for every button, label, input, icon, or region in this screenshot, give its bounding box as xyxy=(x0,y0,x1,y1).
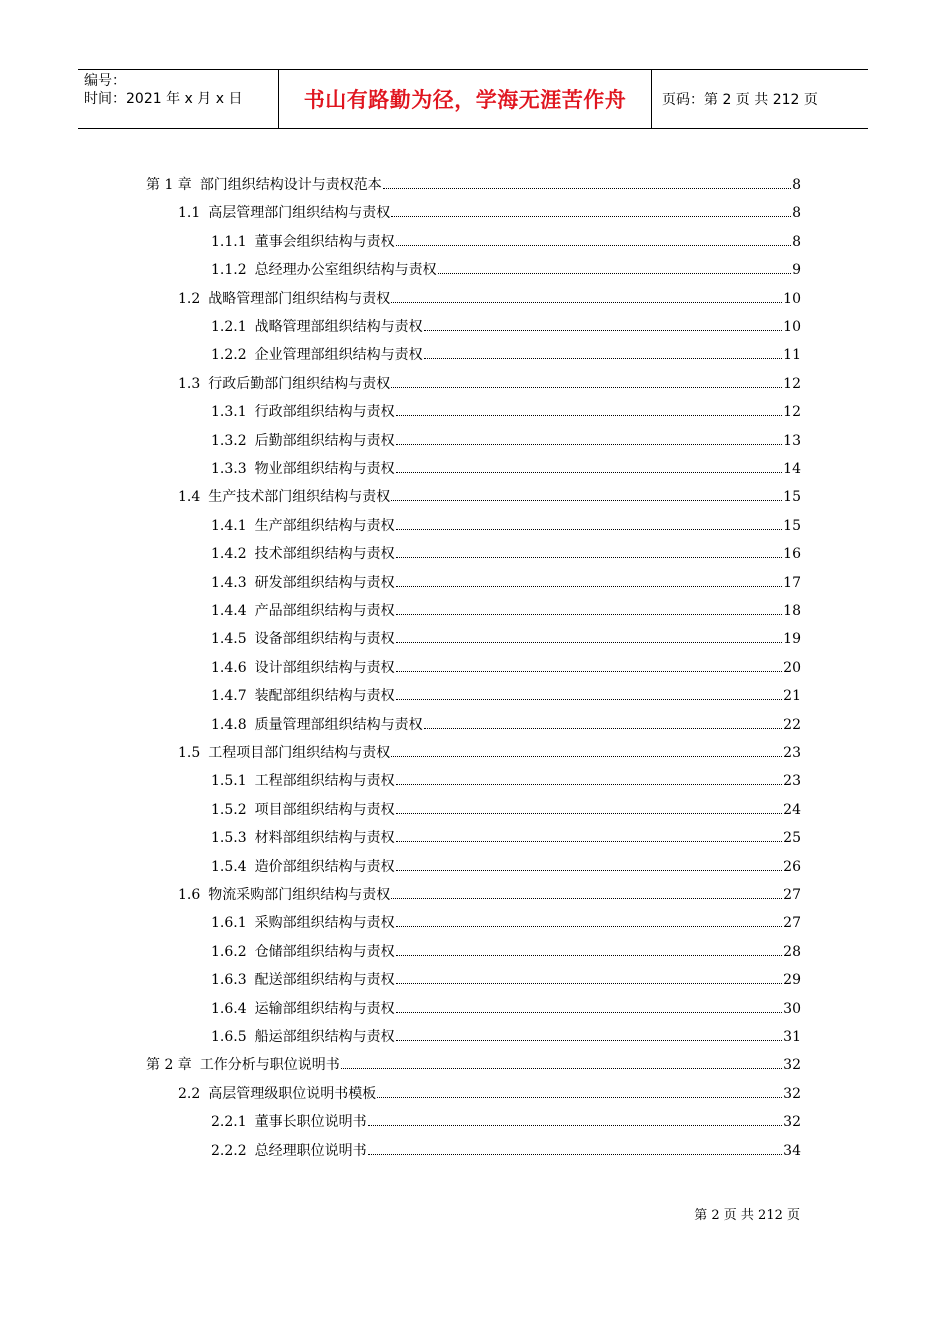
toc-entry-title: 船运部组织结构与责权 xyxy=(254,1029,395,1045)
toc-dot-leader xyxy=(396,784,783,785)
toc-entry-number: 1.4 xyxy=(178,489,201,506)
toc-entry-number: 1.1 xyxy=(178,205,201,222)
toc-entry-title: 行政部组织结构与责权 xyxy=(254,404,395,421)
toc-entry[interactable] xyxy=(178,876,801,904)
toc-dot-leader xyxy=(438,273,791,274)
toc-entry[interactable] xyxy=(211,1132,801,1160)
toc-entry-page: 32 xyxy=(783,1085,801,1102)
toc-entry[interactable] xyxy=(211,990,801,1018)
toc-entry-number: 1.2.1 xyxy=(211,319,247,335)
toc-entry-number: 1.3.1 xyxy=(211,404,247,421)
document-date: 时间：2021 年 x 月 x 日 xyxy=(84,91,243,107)
toc-entry[interactable] xyxy=(211,819,801,847)
toc-entry-title: 生产技术部门组织结构与责权 xyxy=(208,489,391,506)
toc-entry[interactable] xyxy=(146,166,801,194)
toc-entry[interactable] xyxy=(178,194,801,222)
toc-entry-page: 21 xyxy=(783,688,801,705)
toc-entry-title: 高层管理级职位说明书模板 xyxy=(208,1085,377,1102)
toc-entry-number: 1.6.3 xyxy=(211,972,247,989)
toc-entry-title: 董事会组织结构与责权 xyxy=(254,233,395,250)
toc-entry-page: 10 xyxy=(783,319,801,335)
toc-entry-page: 28 xyxy=(783,943,801,960)
toc-entry[interactable] xyxy=(211,422,801,450)
toc-entry-title: 项目部组织结构与责权 xyxy=(254,801,395,818)
toc-entry-number: 1.5.3 xyxy=(211,830,247,847)
toc-dot-leader xyxy=(396,472,783,473)
toc-entry-number: 2.2 xyxy=(178,1085,201,1102)
toc-entry-number: 1.2.2 xyxy=(211,347,247,364)
toc-entry-title: 物流采购部门组织结构与责权 xyxy=(208,887,391,903)
toc-entry[interactable] xyxy=(178,365,801,393)
toc-entry-title: 战略管理部门组织结构与责权 xyxy=(208,290,391,307)
toc-dot-leader xyxy=(368,1154,783,1155)
toc-dot-leader xyxy=(391,898,782,899)
toc-entry-number: 1.4.1 xyxy=(211,517,247,534)
toc-entry-title: 工作分析与职位说明书 xyxy=(199,1057,340,1074)
toc-entry-title: 企业管理部组织结构与责权 xyxy=(254,347,423,364)
toc-entry-number: 1.4.2 xyxy=(211,546,247,563)
toc-entry-page: 19 xyxy=(783,631,801,648)
toc-entry-page: 12 xyxy=(783,404,801,421)
toc-entry-page: 31 xyxy=(783,1029,801,1045)
toc-dot-leader xyxy=(396,699,783,700)
document-number-label: 编号： xyxy=(84,73,126,89)
toc-dot-leader xyxy=(396,955,783,956)
toc-dot-leader xyxy=(396,1040,783,1041)
header-page-number: 页码：第 2 页 共 212 页 xyxy=(662,92,818,108)
toc-entry-number: 1.3 xyxy=(178,375,201,392)
toc-entry-page: 13 xyxy=(783,432,801,449)
toc-dot-leader xyxy=(396,444,783,445)
toc-entry-page: 18 xyxy=(783,603,801,619)
toc-entry-title: 董事长职位说明书 xyxy=(254,1114,367,1131)
toc-entry[interactable] xyxy=(211,535,801,563)
toc-entry-title: 设备部组织结构与责权 xyxy=(254,631,395,648)
toc-dot-leader xyxy=(396,671,783,672)
toc-entry-title: 质量管理部组织结构与责权 xyxy=(254,716,423,733)
toc-dot-leader xyxy=(396,813,783,814)
toc-entry-number: 1.4.7 xyxy=(211,688,247,705)
toc-entry-number: 1.6.5 xyxy=(211,1029,247,1045)
toc-entry[interactable] xyxy=(211,223,801,251)
toc-entry-title: 造价部组织结构与责权 xyxy=(254,858,395,875)
header-meta xyxy=(78,70,279,128)
toc-entry-page: 29 xyxy=(783,972,801,989)
toc-entry-number: 1.1.1 xyxy=(211,233,247,250)
toc-entry[interactable] xyxy=(211,848,801,876)
toc-entry[interactable] xyxy=(211,762,801,790)
toc-entry-page: 16 xyxy=(783,546,801,563)
toc-entry-page: 14 xyxy=(783,461,801,477)
toc-entry[interactable] xyxy=(211,677,801,705)
toc-dot-leader xyxy=(396,1012,783,1013)
toc-entry-number: 1.4.5 xyxy=(211,631,247,648)
toc-dot-leader xyxy=(341,1068,782,1069)
toc-entry-page: 30 xyxy=(783,1000,801,1017)
toc-entry-page: 20 xyxy=(783,659,801,676)
toc-entry-page: 34 xyxy=(783,1142,801,1159)
toc-dot-leader xyxy=(396,557,783,558)
toc-entry-page: 32 xyxy=(783,1114,801,1131)
toc-entry-number: 1.6.1 xyxy=(211,915,247,932)
toc-entry[interactable] xyxy=(211,904,801,932)
toc-dot-leader xyxy=(396,870,783,871)
toc-entry[interactable] xyxy=(211,791,801,819)
toc-entry-page: 9 xyxy=(792,262,801,279)
toc-entry-page: 26 xyxy=(783,858,801,875)
toc-entry-title: 后勤部组织结构与责权 xyxy=(254,432,395,449)
toc-entry-number: 2.2.1 xyxy=(211,1114,247,1131)
toc-entry-number: 1.4.6 xyxy=(211,659,247,676)
toc-entry-page: 10 xyxy=(783,290,801,307)
toc-entry[interactable] xyxy=(211,592,801,620)
toc-entry[interactable] xyxy=(211,336,801,364)
toc-entry-page: 17 xyxy=(783,574,801,591)
toc-entry[interactable] xyxy=(211,706,801,734)
toc-entry-title: 总经理办公室组织结构与责权 xyxy=(254,262,437,279)
toc-entry[interactable] xyxy=(146,1046,801,1074)
toc-entry-page: 27 xyxy=(783,915,801,932)
toc-dot-leader xyxy=(396,586,783,587)
toc-entry-page: 25 xyxy=(783,830,801,847)
toc-entry-title: 行政后勤部门组织结构与责权 xyxy=(208,375,391,392)
toc-dot-leader xyxy=(396,983,783,984)
toc-entry-page: 23 xyxy=(783,773,801,790)
toc-entry-page: 8 xyxy=(792,177,801,193)
toc-dot-leader xyxy=(377,1097,782,1098)
toc-dot-leader xyxy=(424,728,783,729)
toc-entry-page: 12 xyxy=(783,375,801,392)
toc-entry-title: 物业部组织结构与责权 xyxy=(254,461,395,477)
toc-entry-number: 1.1.2 xyxy=(211,262,247,279)
toc-dot-leader xyxy=(396,614,783,615)
toc-entry-title: 战略管理部组织结构与责权 xyxy=(254,319,423,335)
toc-dot-leader xyxy=(383,188,791,189)
toc-entry-title: 生产部组织结构与责权 xyxy=(254,517,395,534)
toc-dot-leader xyxy=(391,500,782,501)
toc-entry-page: 15 xyxy=(783,489,801,506)
toc-dot-leader xyxy=(391,387,782,388)
toc-entry[interactable] xyxy=(211,649,801,677)
toc-dot-leader xyxy=(396,841,783,842)
toc-entry-title: 采购部组织结构与责权 xyxy=(254,915,395,932)
toc-entry-title: 配送部组织结构与责权 xyxy=(254,972,395,989)
toc-entry-title: 工程部组织结构与责权 xyxy=(254,773,395,790)
toc-dot-leader xyxy=(396,415,783,416)
toc-entry-title: 装配部组织结构与责权 xyxy=(254,688,395,705)
toc-entry[interactable] xyxy=(178,1075,801,1103)
toc-entry-page: 8 xyxy=(792,205,801,222)
toc-entry-number: 1.6 xyxy=(178,887,201,903)
header-motto: 书山有路勤为径，学海无涯苦作舟 xyxy=(279,70,652,128)
toc-entry-page: 24 xyxy=(783,801,801,818)
toc-dot-leader xyxy=(396,926,783,927)
toc-dot-leader xyxy=(396,529,783,530)
toc-entry[interactable] xyxy=(211,620,801,648)
toc-entry-page: 23 xyxy=(783,745,801,761)
toc-entry-number: 1.3.3 xyxy=(211,461,247,477)
toc-entry[interactable] xyxy=(211,507,801,535)
toc-dot-leader xyxy=(424,358,783,359)
toc-entry-number: 第 1 章 xyxy=(146,177,192,193)
toc-dot-leader xyxy=(396,245,791,246)
toc-entry-number: 1.5 xyxy=(178,745,201,761)
toc-entry-number: 1.5.1 xyxy=(211,773,247,790)
toc-entry-page: 27 xyxy=(783,887,801,903)
page-header xyxy=(78,69,868,129)
toc-entry-title: 运输部组织结构与责权 xyxy=(254,1000,395,1017)
toc-entry-number: 1.4.3 xyxy=(211,574,247,591)
toc-entry-number: 1.6.2 xyxy=(211,943,247,960)
toc-entry-page: 11 xyxy=(783,347,801,364)
toc-entry-page: 32 xyxy=(783,1057,801,1074)
toc-entry[interactable] xyxy=(211,251,801,279)
toc-entry[interactable] xyxy=(211,961,801,989)
toc-entry-title: 高层管理部门组织结构与责权 xyxy=(208,205,391,222)
toc-entry-number: 2.2.2 xyxy=(211,1142,247,1159)
toc-dot-leader xyxy=(391,302,782,303)
toc-entry[interactable] xyxy=(211,1018,801,1046)
toc-entry[interactable] xyxy=(211,450,801,478)
toc-entry[interactable] xyxy=(211,933,801,961)
toc-entry-number: 1.4.4 xyxy=(211,603,247,619)
toc-entry-number: 1.5.2 xyxy=(211,801,247,818)
toc-entry[interactable] xyxy=(211,393,801,421)
toc-entry[interactable] xyxy=(178,280,801,308)
toc-entry[interactable] xyxy=(211,308,801,336)
toc-entry[interactable] xyxy=(211,1103,801,1131)
toc-entry-title: 设计部组织结构与责权 xyxy=(254,659,395,676)
toc-dot-leader xyxy=(424,330,783,331)
toc-dot-leader xyxy=(368,1125,783,1126)
toc-entry[interactable] xyxy=(211,564,801,592)
toc-entry-number: 第 2 章 xyxy=(146,1057,192,1074)
toc-entry-title: 研发部组织结构与责权 xyxy=(254,574,395,591)
toc-entry-page: 8 xyxy=(792,233,801,250)
toc-entry-page: 22 xyxy=(783,716,801,733)
toc-dot-leader xyxy=(396,642,783,643)
toc-entry-number: 1.4.8 xyxy=(211,716,247,733)
toc-entry-title: 产品部组织结构与责权 xyxy=(254,603,395,619)
page-footer: 第 2 页 共 212 页 xyxy=(694,1208,800,1223)
toc-entry-number: 1.2 xyxy=(178,290,201,307)
toc-entry[interactable] xyxy=(178,478,801,506)
toc-entry-number: 1.3.2 xyxy=(211,432,247,449)
toc-entry-title: 总经理职位说明书 xyxy=(254,1142,367,1159)
toc-dot-leader xyxy=(391,216,791,217)
toc-entry[interactable] xyxy=(178,734,801,762)
toc-entry-title: 技术部组织结构与责权 xyxy=(254,546,395,563)
toc-dot-leader xyxy=(391,756,782,757)
toc-entry-number: 1.5.4 xyxy=(211,858,247,875)
toc-entry-title: 部门组织结构设计与责权范本 xyxy=(199,177,382,193)
toc-entry-page: 15 xyxy=(783,517,801,534)
toc-entry-number: 1.6.4 xyxy=(211,1000,247,1017)
toc-entry-title: 工程项目部门组织结构与责权 xyxy=(208,745,391,761)
toc-entry-title: 材料部组织结构与责权 xyxy=(254,830,395,847)
toc-entry-title: 仓储部组织结构与责权 xyxy=(254,943,395,960)
